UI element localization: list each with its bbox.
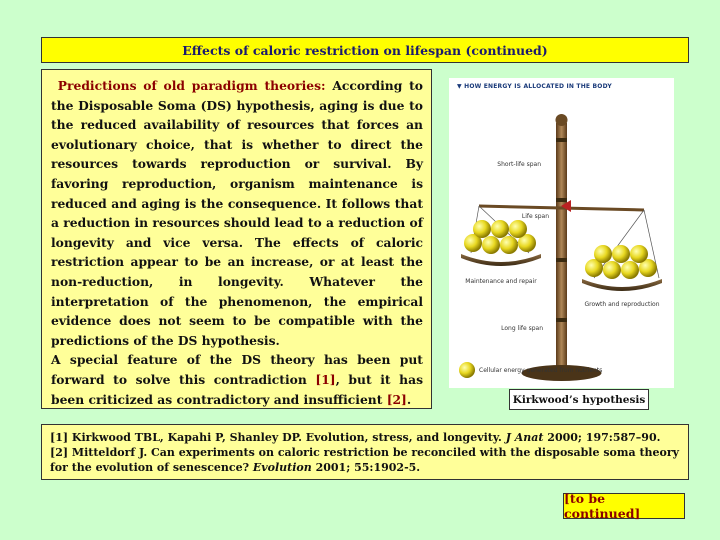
- label-life-span: Life span: [521, 213, 549, 220]
- slide-title: Effects of caloric restriction on lifespan (continued): [41, 37, 689, 63]
- references-panel: [41, 424, 689, 480]
- label-long-life-span: Long life span: [501, 325, 543, 332]
- reference-1-text: [1] Kirkwood TBL, Kapahi P, Shanley DP. Evolution, stress, and longevity.: [50, 431, 506, 444]
- paragraph-1: [51, 76, 423, 350]
- label-short-life-span: Short-life span: [497, 161, 541, 168]
- main-text-panel: [41, 69, 432, 409]
- paragraph-2-text-b: , but it has been criticized as contradictory and insufficient: [51, 371, 423, 407]
- citation-1[interactable]: [1]: [315, 371, 336, 387]
- to-be-continued-link[interactable]: [to be continued]: [563, 493, 685, 519]
- left-pan: [461, 220, 541, 266]
- section-heading: Predictions of old paradigm theories:: [57, 78, 326, 93]
- reference-2: [50, 445, 680, 475]
- reference-2-details: 2001; 55:1902-5.: [311, 461, 421, 474]
- legend-label: Cellular energy generated from nutrients: [479, 367, 603, 374]
- reference-1: [50, 430, 680, 445]
- paragraph-2-end: .: [406, 391, 412, 407]
- reference-2-journal: Evolution: [252, 461, 312, 474]
- paragraph-1-text: According to the Disposable Soma (DS) hypothesis, aging is due to the reduced availability of resources that forces an evolutionary choice, that is whether to direct the resources towards reproduction or survival. By favoring reproduction, organism maintenance is reduced and aging is the consequence. It follows that a reduction in resources should lead to a reduction of longevity and vice versa. The effects of caloric restriction appear to be an increase, or at least the non-reduction, in longevity. Whatever the interpretation of the phenomenon, the empirical evidence does not seem to be compatible with the predictions of the DS hypothesis.: [51, 78, 424, 348]
- right-pan: [582, 245, 662, 291]
- paragraph-2-text-a: A special feature of the DS theory has been put forward to solve this contradiction: [51, 352, 423, 387]
- figure-caption: Kirkwood’s hypothesis: [509, 389, 649, 410]
- legend-energy-ball: [459, 362, 475, 378]
- balance-scale-figure: [449, 78, 674, 388]
- reference-1-details: 2000; 197:587–90.: [543, 431, 661, 444]
- paragraph-2: [51, 350, 423, 409]
- label-maintenance: Maintenance and repair: [465, 278, 537, 285]
- citation-2[interactable]: [2]: [386, 391, 407, 407]
- figure-header: ▼ HOW ENERGY IS ALLOCATED IN THE BODY: [457, 83, 612, 90]
- reference-1-journal: J Anat: [505, 431, 544, 444]
- label-growth: Growth and reproduction: [584, 301, 660, 308]
- reference-2-text: [2] Mitteldorf J. Can experiments on caloric restriction be reconciled with the disposable soma theory for the evolution of senescence?: [50, 446, 680, 474]
- balance-scale-illustration: [449, 78, 674, 388]
